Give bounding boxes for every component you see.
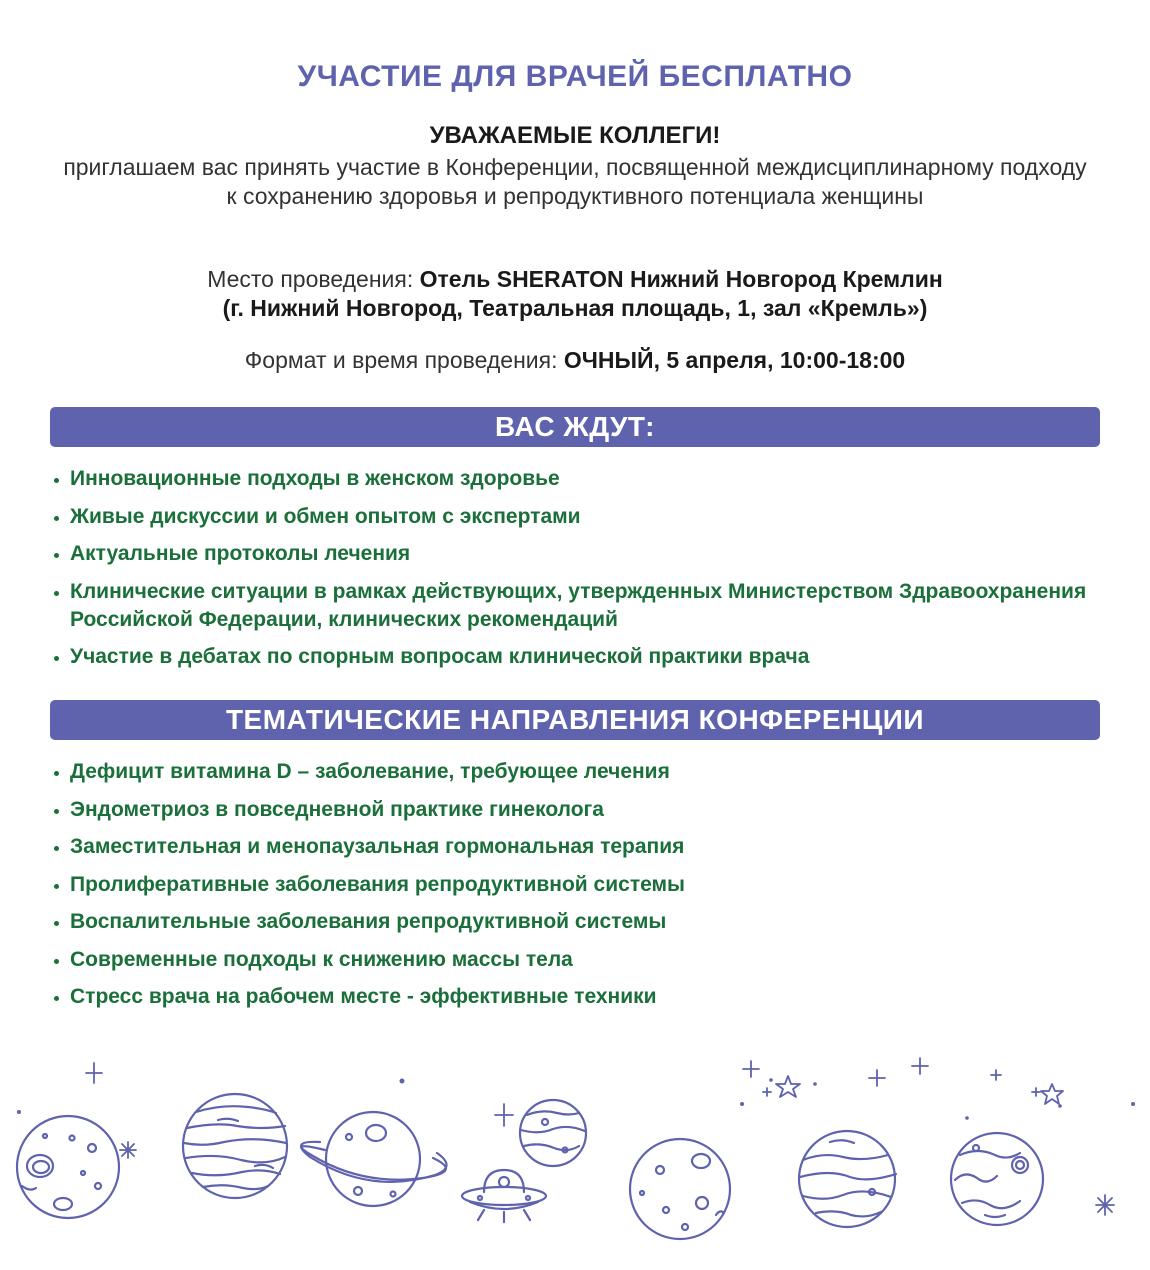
space-illustration [0, 1040, 1150, 1270]
list-item: Клинические ситуации в рамках действующих, утвержденных Министерством Здравоохранения Российской Федерации, клинических рекомендаций [50, 578, 1100, 634]
planet-icon [520, 1100, 586, 1166]
list-item: Современные подходы к снижению массы тела [50, 946, 1100, 974]
list-item: Эндометриоз в повседневной практике гинеколога [50, 796, 1100, 824]
invitation-text: приглашаем вас принять участие в Конференции, посвященной междисциплинарному подходу к сохранению здоровья и репродуктивного потенциала женщины [63, 154, 1087, 209]
ringed-planet-icon [301, 1112, 446, 1206]
list-item: Инновационные подходы в женском здоровье [50, 465, 1100, 493]
awaits-banner: ВАС ЖДУТ: [50, 407, 1100, 447]
venue-hotel: Отель SHERATON Нижний Новгород Кремлин [419, 266, 943, 292]
planet-icon [17, 1116, 119, 1218]
format-label: Формат и время проведения: [244, 347, 564, 373]
sparkle-star-icon [763, 1070, 1063, 1104]
sparkle-star-icon [86, 1058, 1114, 1215]
free-participation-heading: УЧАСТИЕ ДЛЯ ВРАЧЕЙ БЕСПЛАТНО [297, 60, 853, 93]
greeting-heading: УВАЖАЕМЫЕ КОЛЛЕГИ! [429, 122, 721, 149]
list-item: Воспалительные заболевания репродуктивной системы [50, 908, 1100, 936]
planet-icon [951, 1133, 1043, 1225]
planet-icon [799, 1131, 896, 1227]
list-item: Пролиферативные заболевания репродуктивной системы [50, 871, 1100, 899]
ufo-icon [462, 1170, 546, 1222]
list-item: Живые дискуссии и обмен опытом с экспертами [50, 503, 1100, 531]
format-value: ОЧНЫЙ, 5 апреля, 10:00-18:00 [563, 347, 906, 373]
planet-icon [630, 1139, 730, 1239]
list-item: Стресс врача на рабочем месте - эффективные техники [50, 983, 1100, 1011]
topics-list [50, 758, 1100, 1021]
format-block [0, 347, 1150, 374]
venue-label: Место проведения: [207, 266, 420, 292]
list-item: Актуальные протоколы лечения [50, 540, 1100, 568]
list-item: Дефицит витамина D – заболевание, требующее лечения [50, 758, 1100, 786]
awaits-list [50, 465, 1100, 681]
venue-block [40, 265, 1110, 323]
venue-address: (г. Нижний Новгород, Театральная площадь, 1, зал «Кремль») [222, 295, 928, 321]
topics-banner: ТЕМАТИЧЕСКИЕ НАПРАВЛЕНИЯ КОНФЕРЕНЦИИ [50, 700, 1100, 740]
list-item: Заместительная и менопаузальная гормональная терапия [50, 833, 1100, 861]
list-item: Участие в дебатах по спорным вопросам клинической практики врача [50, 643, 1100, 671]
planet-icon [183, 1094, 287, 1198]
